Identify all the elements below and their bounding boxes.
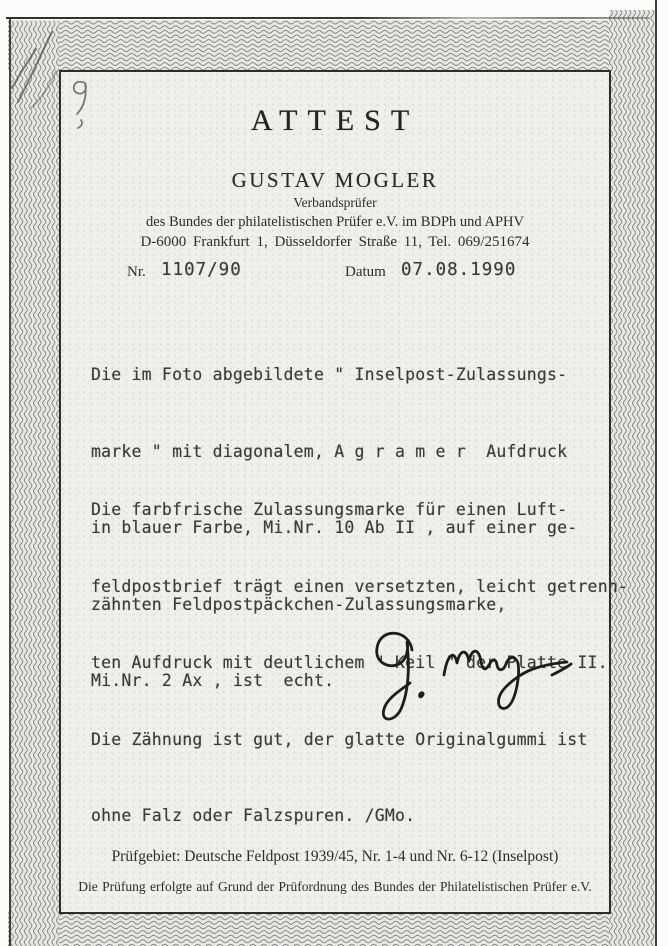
guilloche-border-bottom: [8, 911, 656, 946]
certificate-number-label: Nr.: [127, 264, 146, 280]
certificate-number-value: 1107/90: [161, 260, 242, 280]
certificate-sheet: [59, 70, 629, 914]
examiner-signature-handwriting: [357, 614, 575, 736]
number-date-row: [61, 260, 609, 286]
certificate-date-value: 07.08.1990: [401, 260, 517, 280]
examiner-name: GUSTAV MOGLER: [231, 168, 439, 192]
guilloche-border-left: [10, 21, 59, 946]
examiner-association: des Bundes der philatelistischen Prüfer e.V. im BDPh und APHV: [146, 214, 524, 230]
scan-edge-right-line: [655, 0, 657, 946]
scan-edge-left-line: [9, 19, 11, 946]
scan-edge-top-line: [6, 17, 650, 19]
body-line: zähnten Feldpostpäckchen-Zulassungsmarke,: [91, 594, 507, 614]
body-line: Die im Foto abgebildete " Inselpost-Zulassungs-: [91, 365, 568, 384]
examiner-role: Verbandsprüfer: [293, 195, 377, 210]
certificate-title: ATTEST: [250, 104, 420, 137]
legal-line: Die Prüfung erfolgte auf Grund der Prüfordnung des Bundes der Philatelistischen Prüfer e.V.: [78, 879, 592, 894]
body-line: feldpostbrief trägt einen versetzten, leicht getrenn-: [91, 576, 629, 596]
body-line: in blauer Farbe, Mi.Nr. 10 Ab II , auf einer ge-: [91, 518, 578, 537]
certificate-date-label: Datum: [345, 264, 386, 280]
body-line: Die farbfrische Zulassungsmarke für einen Luft-: [91, 500, 568, 519]
body-line: ten Aufdruck mit deutlichem " Keil " der Platte II.: [91, 653, 608, 672]
examiner-address: D-6000 Frankfurt 1, Düsseldorfer Straße 11, Tel. 069/251674: [140, 234, 530, 250]
body-line: ohne Falz oder Falzspuren. /GMo.: [91, 806, 416, 825]
pruefgebiet-line: Prüfgebiet: Deutsche Feldpost 1939/45, Nr. 1-4 und Nr. 6-12 (Inselpost): [111, 848, 559, 865]
body-line: marke " mit diagonalem, A g r a m e r Aufdruck: [91, 441, 568, 461]
body-line: Die Zähnung ist gut, der glatte Originalgummi ist: [91, 729, 588, 749]
body-line: Mi.Nr. 2 Ax , ist echt.: [91, 671, 335, 690]
pencil-scribble-mark: [4, 22, 116, 114]
